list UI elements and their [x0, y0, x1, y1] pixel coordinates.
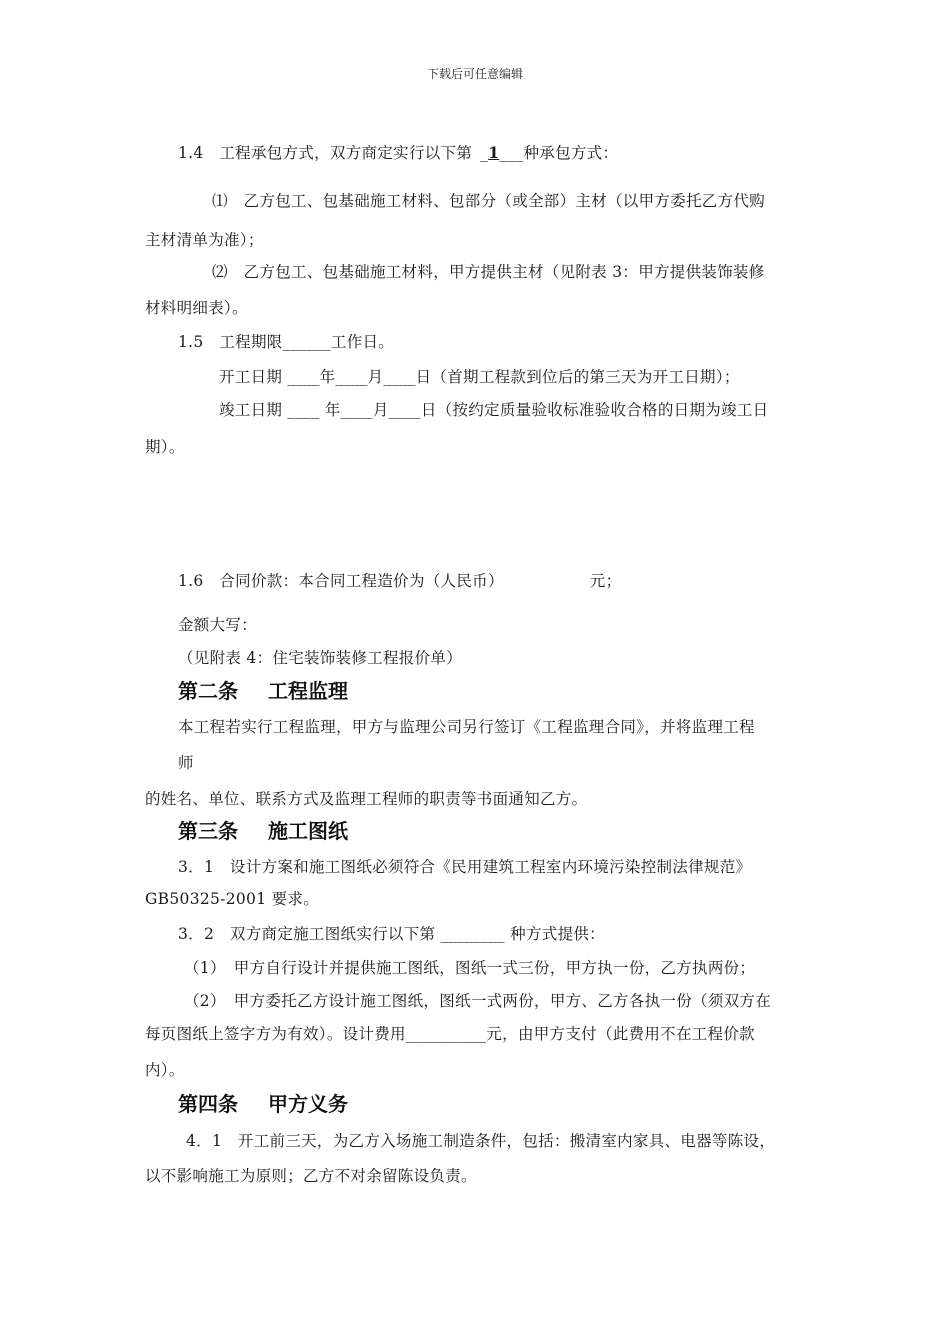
clause-1-5: 1.5 工程期限______工作日。 [178, 333, 395, 351]
article-3-title: 施工图纸 [268, 819, 348, 843]
option-2-line-2: 材料明细表）。 [145, 299, 248, 317]
clause-4-1-line-2: 以不影响施工为原则；乙方不对余留陈设负责。 [145, 1167, 477, 1185]
start-date-line: 开工日期 ____年____月____日（首期工程款到位后的第三天为开工日期）； [219, 368, 740, 386]
clause-3-1-line-1: 3．1 设计方案和施工图纸必须符合《民用建筑工程室内环境污染控制法律规范》 [178, 858, 752, 876]
clause-1-4-tail: 种承包方式： [523, 144, 619, 162]
clause-1-4-choice: 1 [488, 143, 500, 162]
clause-3-2-option-1: （1） 甲方自行设计并提供施工图纸，图纸一式三份，甲方执一份，乙方执两份； [184, 959, 756, 977]
article-4-number: 第四条 [178, 1092, 238, 1116]
clause-3-2-option-2-line-2: 每页图纸上签字方为有效）。设计费用__________元，由甲方支付（此费用不在工程价款 [145, 1025, 755, 1043]
article-4-heading [178, 1091, 348, 1117]
page-header-note: 下载后可任意编辑 [426, 67, 523, 81]
amount-in-words: 金额大写： [178, 616, 258, 634]
clause-1-4-blank-post: ___ [499, 144, 524, 162]
clause-1-4-text: 1.4 工程承包方式，双方商定实行以下第 [178, 144, 473, 162]
article-4-title: 甲方义务 [268, 1092, 348, 1116]
attachment-4-note: （见附表 4：住宅装饰装修工程报价单） [178, 649, 462, 667]
clause-1-6-unit: 元； [589, 572, 622, 590]
clause-3-2: 3．2 双方商定施工图纸实行以下第 ________ 种方式提供： [178, 925, 605, 943]
article-2-line-2: 师 [178, 754, 194, 772]
option-1-line-1: ⑴ 乙方包工、包基础施工材料、包部分（或全部）主材（以甲方委托乙方代购 [212, 192, 766, 210]
option-2-line-1: ⑵ 乙方包工、包基础施工材料，甲方提供主材（见附表 3：甲方提供装饰装修 [212, 263, 765, 281]
article-2-title: 工程监理 [268, 679, 348, 703]
clause-4-1-line-1: 4．1 开工前三天，为乙方入场施工制造条件，包括：搬清室内家具、电器等陈设， [186, 1132, 776, 1150]
clause-3-2-option-2-line-1: （2） 甲方委托乙方设计施工图纸，图纸一式两份，甲方、乙方各执一份（须双方在 [184, 992, 772, 1010]
completion-date-line: 竣工日期 ____ 年____月____日（按约定质量验收标准验收合格的日期为竣工日 [219, 401, 769, 419]
clause-3-1-line-2: GB50325-2001 要求。 [145, 890, 319, 908]
article-2-heading [178, 678, 348, 704]
clause-1-4-blank-pre: _ [480, 144, 489, 162]
article-2-number: 第二条 [178, 679, 238, 703]
clause-3-2-option-2-line-3: 内）。 [145, 1061, 185, 1079]
clause-1-6 [178, 571, 621, 591]
clause-1-6-text: 1.6 合同价款：本合同工程造价为（人民币） [178, 572, 504, 590]
option-1-line-2: 主材清单为准）； [145, 231, 264, 249]
completion-date-line-2: 期）。 [145, 438, 185, 456]
article-2-line-3: 的姓名、单位、联系方式及监理工程师的职责等书面通知乙方。 [145, 790, 588, 808]
clause-1-4 [178, 143, 618, 163]
article-3-number: 第三条 [178, 819, 238, 843]
article-2-line-1: 本工程若实行工程监理，甲方与监理公司另行签订《工程监理合同》，并将监理工程 [178, 718, 755, 736]
article-3-heading [178, 818, 348, 844]
